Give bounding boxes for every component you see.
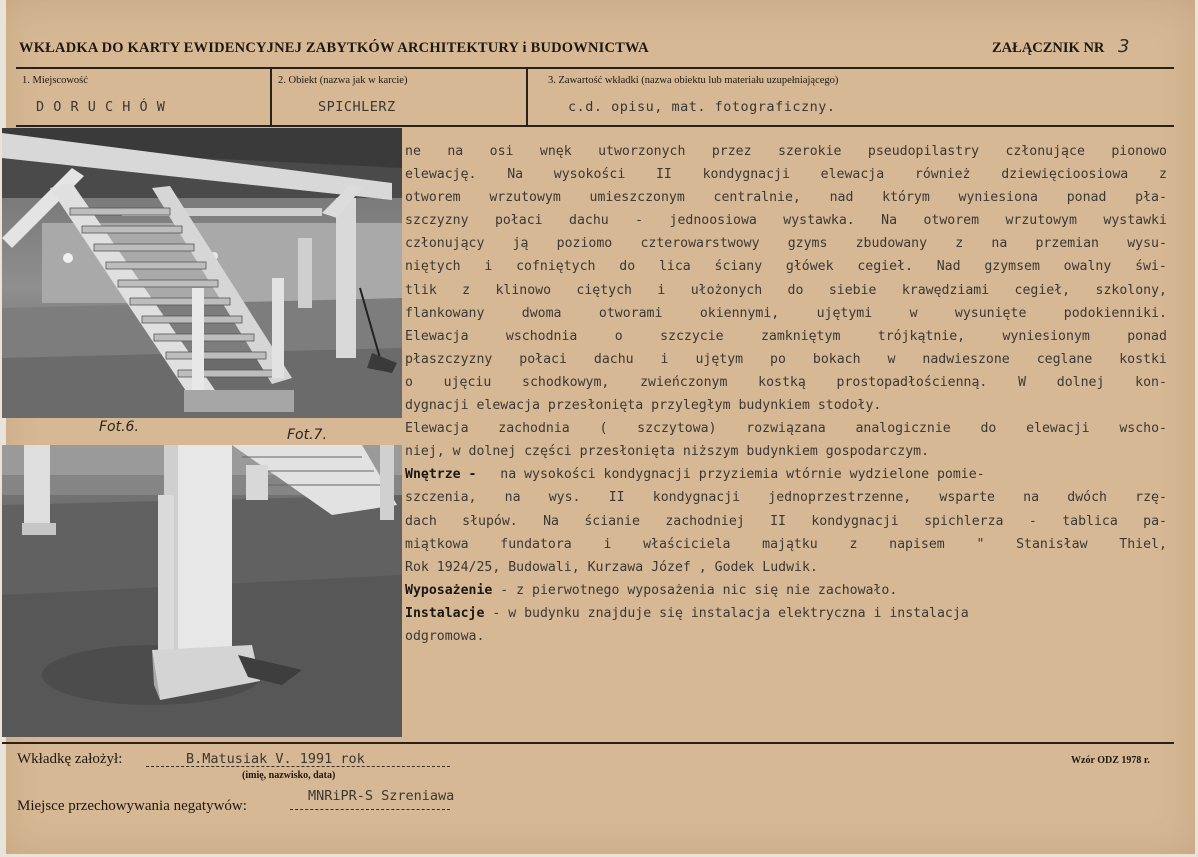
interior-line-first [405, 463, 1167, 486]
description-line [405, 302, 1167, 325]
word: otworem [405, 190, 461, 206]
author-value: B.Matusiak V. 1991 rok [186, 751, 365, 767]
word: ponad [1127, 328, 1167, 344]
word: nadwieszone [922, 351, 1010, 367]
word: w [909, 305, 918, 321]
annex-number: 3 [1118, 36, 1130, 57]
word: majątku [762, 536, 818, 552]
word: wschodnia [505, 328, 578, 344]
word: ( [599, 421, 608, 437]
word: i [603, 536, 612, 552]
word: schodkowym, [522, 374, 610, 390]
description-line: niej, w dolnej części przesłonięta niższym budynkiem gospodarczym. [405, 444, 930, 460]
word: owalny [1063, 259, 1112, 275]
word: tablica [1062, 513, 1118, 529]
word: do [980, 421, 997, 437]
word: właściciela [643, 536, 731, 552]
negatives-value: MNRiPR-S Szreniawa [308, 788, 455, 804]
word: jednoosiowa [669, 213, 757, 229]
word: przez [711, 144, 752, 159]
word: poziomo [556, 236, 613, 252]
description-line [405, 255, 1167, 278]
word: Thiel, [1119, 536, 1167, 552]
word: ne [405, 144, 421, 159]
word: umieszczonym [589, 190, 685, 206]
installations-text: - w budynku znajduje się instalacja elektryczna i instalacja [492, 605, 969, 621]
word: zachodnia [498, 421, 570, 437]
word: Na [507, 167, 524, 183]
description-line [405, 417, 1167, 440]
negatives-label: Miejsce przechowywania negatywów: [17, 798, 247, 814]
word: kostką [758, 374, 806, 390]
description-line [405, 163, 1167, 186]
word: elewacji [1026, 421, 1090, 437]
interior-line: Rok 1924/25, Budowali, Kurzawa Józef , Godek Ludwik. [405, 559, 818, 575]
author-dotted-line [146, 766, 450, 767]
word: jednoprzestrzenne, [768, 490, 912, 506]
word: II [655, 167, 672, 183]
word: wyniesionym [1002, 328, 1090, 344]
word: wnęk [539, 144, 572, 159]
annex-label: ZAŁĄCZNIK NR [992, 40, 1105, 56]
word: połaci [519, 351, 567, 367]
word: połaci [494, 213, 543, 229]
word: ściany [714, 259, 763, 275]
word: dach [405, 513, 437, 529]
word: z [462, 282, 471, 298]
description-line [405, 186, 1167, 209]
word: wrzutowym [489, 190, 561, 206]
word: II [608, 490, 625, 506]
contents-label: 3. Zawartość wkładki (nazwa obiektu lub materiału uzupełniającego) [548, 75, 839, 86]
description-line [405, 348, 1167, 371]
word: wystawka. [783, 213, 855, 229]
word: po [770, 351, 786, 367]
word: wscho- [1119, 421, 1167, 437]
word: wysu- [1127, 236, 1167, 252]
interior-text: na wysokości kondygnacji przyziemia wtórnie wydzielone pomie- [500, 467, 985, 483]
word: cegieł. [857, 259, 913, 275]
word: napisem [889, 536, 945, 552]
word: którym [882, 190, 930, 206]
word: trójkątnie, [877, 328, 966, 344]
word: wsparte [939, 490, 995, 506]
word: również [914, 167, 971, 183]
word: spichlerza [924, 513, 1004, 529]
installations-label: Instalacje [405, 605, 485, 621]
word: kondygnacji [811, 513, 899, 529]
word: podokienniki. [1063, 305, 1167, 321]
word: dwóch [1067, 490, 1107, 506]
word: świ- [1135, 259, 1167, 275]
word: pa- [1143, 513, 1167, 529]
word: wyniesiona [958, 190, 1038, 206]
word: ujęciu [443, 374, 492, 390]
word: lica [658, 259, 691, 275]
word: o [614, 328, 623, 344]
word: zbudowany [855, 236, 928, 252]
word: klinowo [495, 282, 552, 298]
word: ścianie [584, 513, 640, 529]
word: miątkowa [405, 536, 469, 552]
word: pła- [1135, 190, 1167, 206]
interior-line [405, 486, 1167, 509]
object-value: SPICHLERZ [318, 99, 396, 115]
description-text [405, 140, 1167, 648]
word: otworami [598, 305, 663, 321]
header-rule-top [16, 67, 1174, 69]
word: na [447, 144, 464, 159]
description-line [405, 140, 1167, 163]
word: zwieńczonym [640, 374, 728, 390]
word: ponad [1066, 190, 1107, 206]
word: z [849, 536, 858, 552]
word: czterowarstwowy [640, 236, 760, 252]
word: i [660, 351, 669, 367]
word: Na [881, 213, 898, 229]
word: dachu [569, 213, 609, 229]
photo-post [2, 445, 402, 737]
photo-caption-6: Fot.6. [99, 419, 139, 435]
word: fundatora [500, 536, 572, 552]
word: gzyms [787, 236, 828, 252]
description-line [405, 279, 1167, 302]
word: szerokie [777, 144, 842, 159]
word: w [887, 351, 896, 367]
word: dwoma [521, 305, 562, 321]
word: osi [489, 144, 514, 159]
word: dziewięcioosiowa [1001, 167, 1129, 183]
word: II [770, 513, 786, 529]
word: pionowo [1111, 144, 1167, 159]
installations-line [405, 602, 1167, 625]
word: wysokości [553, 167, 626, 183]
word: flankowany [405, 305, 485, 321]
photo-caption-7: Fot.7. [287, 427, 327, 443]
word: do [619, 259, 636, 275]
equipment-text: - z pierwotnego wyposażenia nic się nie zachowało. [500, 582, 898, 598]
form-code: Wzór ODZ 1978 r. [1071, 755, 1150, 766]
word: wystawki [1103, 213, 1167, 229]
place-label: 1. Miejscowość [22, 75, 88, 86]
word: centralnie, [713, 190, 801, 206]
word: niętych [405, 259, 461, 275]
word: Elewacja [405, 421, 469, 437]
contents-value: c.d. opisu, mat. fotograficzny. [568, 99, 836, 115]
equipment-label: Wyposażenie [405, 582, 493, 598]
word: tlik [405, 282, 437, 298]
word: szczenia, [405, 490, 477, 506]
word: - [635, 213, 644, 229]
word: i [657, 282, 666, 298]
word: gzymsem [984, 259, 1040, 275]
description-line [405, 371, 1167, 394]
installations-line-2: odgromowa. [405, 628, 485, 644]
word: Stanisław [1016, 536, 1088, 552]
word: szczycie [660, 328, 724, 344]
word: Elewacja [405, 328, 469, 344]
word: z [955, 236, 964, 252]
word: główek [785, 259, 834, 275]
negatives-dotted-line [290, 809, 450, 810]
word: elewacja [820, 167, 885, 183]
word: o [405, 374, 413, 390]
word: - [1028, 513, 1037, 529]
word: członujące [1005, 144, 1085, 159]
field-divider-1 [270, 69, 272, 125]
header-rule-bottom [16, 125, 1174, 127]
word: szczyzny [405, 213, 469, 229]
description-line [405, 232, 1167, 255]
word: pseudopilastry [867, 144, 980, 159]
description-line [405, 209, 1167, 232]
photo-staircase [2, 128, 402, 418]
description-line [405, 325, 1167, 348]
word: ceglane [1036, 351, 1093, 367]
field-divider-2 [526, 69, 528, 125]
author-hint: (imię, nazwisko, data) [242, 770, 336, 781]
word: cegieł, [1014, 282, 1071, 298]
word: nad [829, 190, 854, 206]
word: okiennymi, [699, 305, 780, 321]
word: krawędziami [901, 282, 990, 298]
word: na [1023, 490, 1040, 506]
word: wys. [548, 490, 581, 506]
word: otworem [923, 213, 980, 229]
word: prostopadłościenną. [836, 374, 988, 390]
word: płaszczyzny [405, 351, 493, 367]
equipment-line [405, 579, 1167, 602]
interior-line [405, 510, 1167, 533]
word: szczytowa) [637, 421, 717, 437]
word: kon- [1135, 374, 1167, 390]
footer-rule [2, 742, 1174, 744]
description-line: dygnacji elewacja przesłonięta przyległym budynkiem stodoły. [405, 398, 882, 414]
word: rzę- [1135, 490, 1167, 506]
word: ujętymi [816, 305, 873, 321]
interior-label: Wnętrze - [405, 467, 477, 483]
card-title: WKŁADKA DO KARTY EWIDENCYJNEJ ZABYTKÓW ARCHITEKTURY i BUDOWNICTWA [19, 40, 649, 56]
word: analogicznie [855, 421, 951, 437]
word: ciętych [576, 282, 632, 298]
word: słupów. [462, 513, 518, 529]
interior-line [405, 533, 1167, 556]
word: na [504, 490, 521, 506]
word: wysunięte [954, 305, 1027, 321]
word: członujący [405, 236, 485, 252]
place-value: D O R U C H Ó W [36, 99, 166, 115]
word: dolnej [1056, 374, 1105, 390]
word: zachodniej [665, 513, 745, 529]
word: utworzonych [598, 144, 686, 159]
word: W [1018, 374, 1027, 390]
word: szkolony, [1095, 282, 1167, 298]
word: rozwiązana [746, 421, 826, 437]
word: i [484, 259, 493, 275]
word: Na [543, 513, 559, 529]
word: przemian [1035, 236, 1100, 252]
word: Nad [936, 259, 961, 275]
word: kostki [1119, 351, 1167, 367]
word: z [1158, 167, 1167, 183]
word: wrzutowym [1005, 213, 1077, 229]
word: elewację. [405, 167, 477, 183]
word: " [976, 536, 985, 552]
word: cofniętych [516, 259, 596, 275]
word: na [991, 236, 1008, 252]
word: kondygnacji [702, 167, 790, 183]
word: ujętym [695, 351, 744, 367]
word: ułożonych [690, 282, 763, 298]
author-label: Wkładkę założył: [17, 751, 123, 767]
word: siebie [828, 282, 877, 298]
word: bokach [812, 351, 861, 367]
word: do [787, 282, 804, 298]
word: dachu [593, 351, 634, 367]
object-label: 2. Obiekt (nazwa jak w karcie) [278, 75, 408, 86]
word: zamkniętym [760, 328, 841, 344]
word: ją [512, 236, 529, 252]
word: kondygnacji [652, 490, 741, 506]
